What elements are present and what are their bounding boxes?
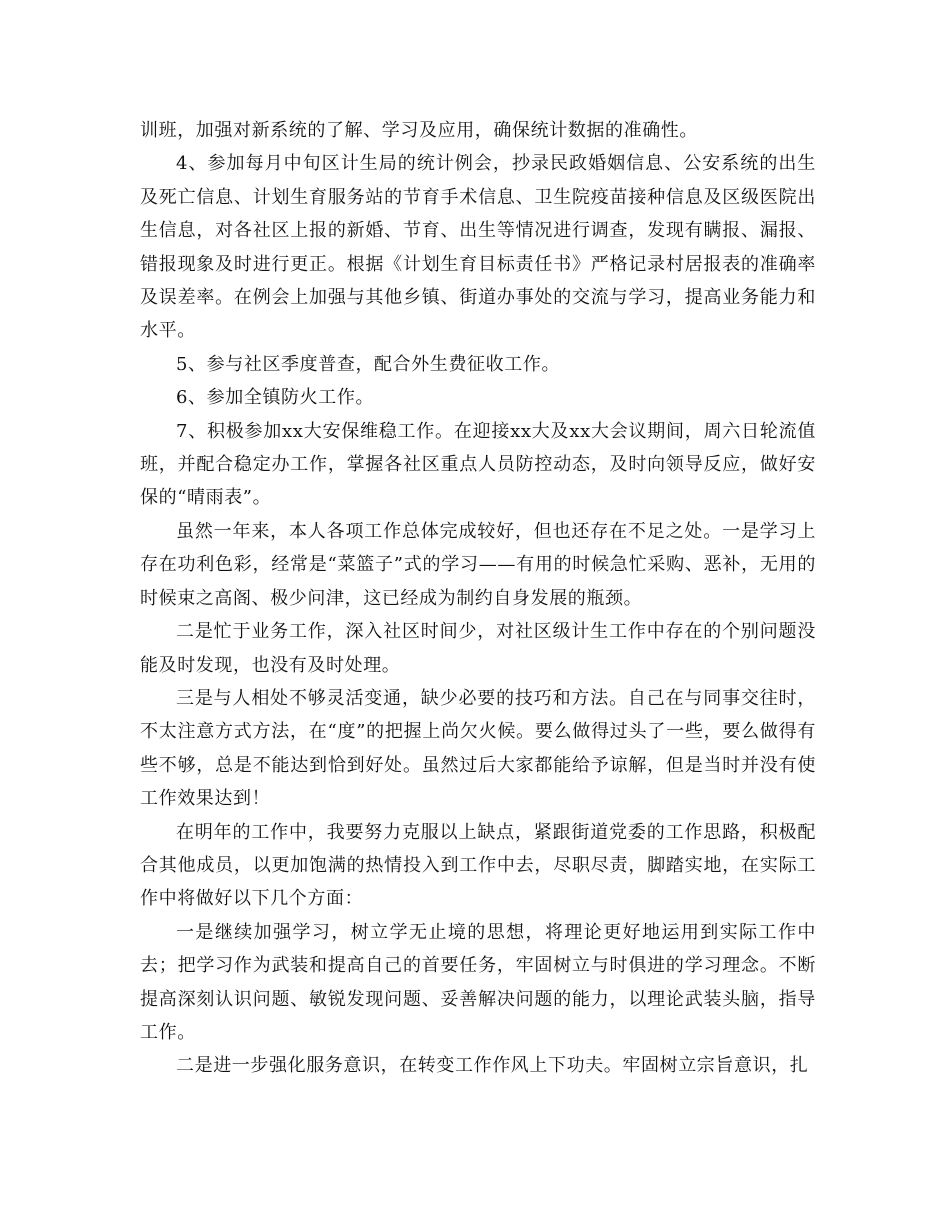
paragraph-11: 二是进一步强化服务意识，在转变工作作风上下功夫。牢固树立宗旨意识，扎 [176, 1055, 809, 1077]
paragraph-3: 5、参与社区季度普查，配合外生费征收工作。 [176, 353, 561, 375]
paragraph-1: 训班，加强对新系统的了解、学习及应用，确保统计数据的准确性。 [140, 120, 698, 141]
paragraph-4: 6、参加全镇防火工作。 [176, 387, 375, 409]
paragraph-7: 二是忙于业务工作，深入社区时间少，对社区级计生工作中存在的个别问题没能及时发现，也没有及时处理。 [140, 621, 816, 676]
document-body [140, 114, 816, 1083]
paragraph-5: 7、积极参加xx大安保维稳工作。在迎接xx大及xx大会议期间，周六日轮流值班，并配合稳定办工作，掌握各社区重点人员防控动态，及时向领导反应，做好安保的“晴雨表”。 [140, 420, 816, 509]
paragraph-10: 一是继续加强学习，树立学无止境的思想，将理论更好地运用到实际工作中去；把学习作为武装和提高自己的首要任务，牢固树立与时俱进的学习理念。不断提高深刻认识问题、敏锐发现问题、妥善解决问题的能力，以理论武装头脑，指导工作。 [140, 921, 816, 1043]
paragraph-8: 三是与人相处不够灵活变通，缺少必要的技巧和方法。自己在与同事交往时，不太注意方式方法，在“度”的把握上尚欠火候。要么做得过头了一些，要么做得有些不够，总是不能达到恰到好处。虽然过后大家都能给予谅解，但是当时并没有使工作效果达到！ [140, 687, 816, 810]
paragraph-2: 4、参加每月中旬区计生局的统计例会，抄录民政婚姻信息、公安系统的出生及死亡信息、计划生育服务站的节育手术信息、卫生院疫苗接种信息及区级医院出生信息，对各社区上报的新婚、节育、出生等情况进行调查，发现有瞒报、漏报、错报现象及时进行更正。根据《计划生育目标责任书》严格记录村居报表的准确率及误差率。在例会上加强与其他乡镇、街道办事处的交流与学习，提高业务能力和水平。 [140, 153, 816, 342]
paragraph-6: 虽然一年来，本人各项工作总体完成较好，但也还存在不足之处。一是学习上存在功利色彩，经常是“菜篮子”式的学习——有用的时候急忙采购、恶补，无用的时候束之高阁、极少问津，这已经成为制约自身发展的瓶颈。 [140, 520, 816, 609]
paragraph-9: 在明年的工作中，我要努力克服以上缺点，紧跟街道党委的工作思路，积极配合其他成员，以更加饱满的热情投入到工作中去，尽职尽责，脚踏实地，在实际工作中将做好以下几个方面： [140, 821, 816, 910]
